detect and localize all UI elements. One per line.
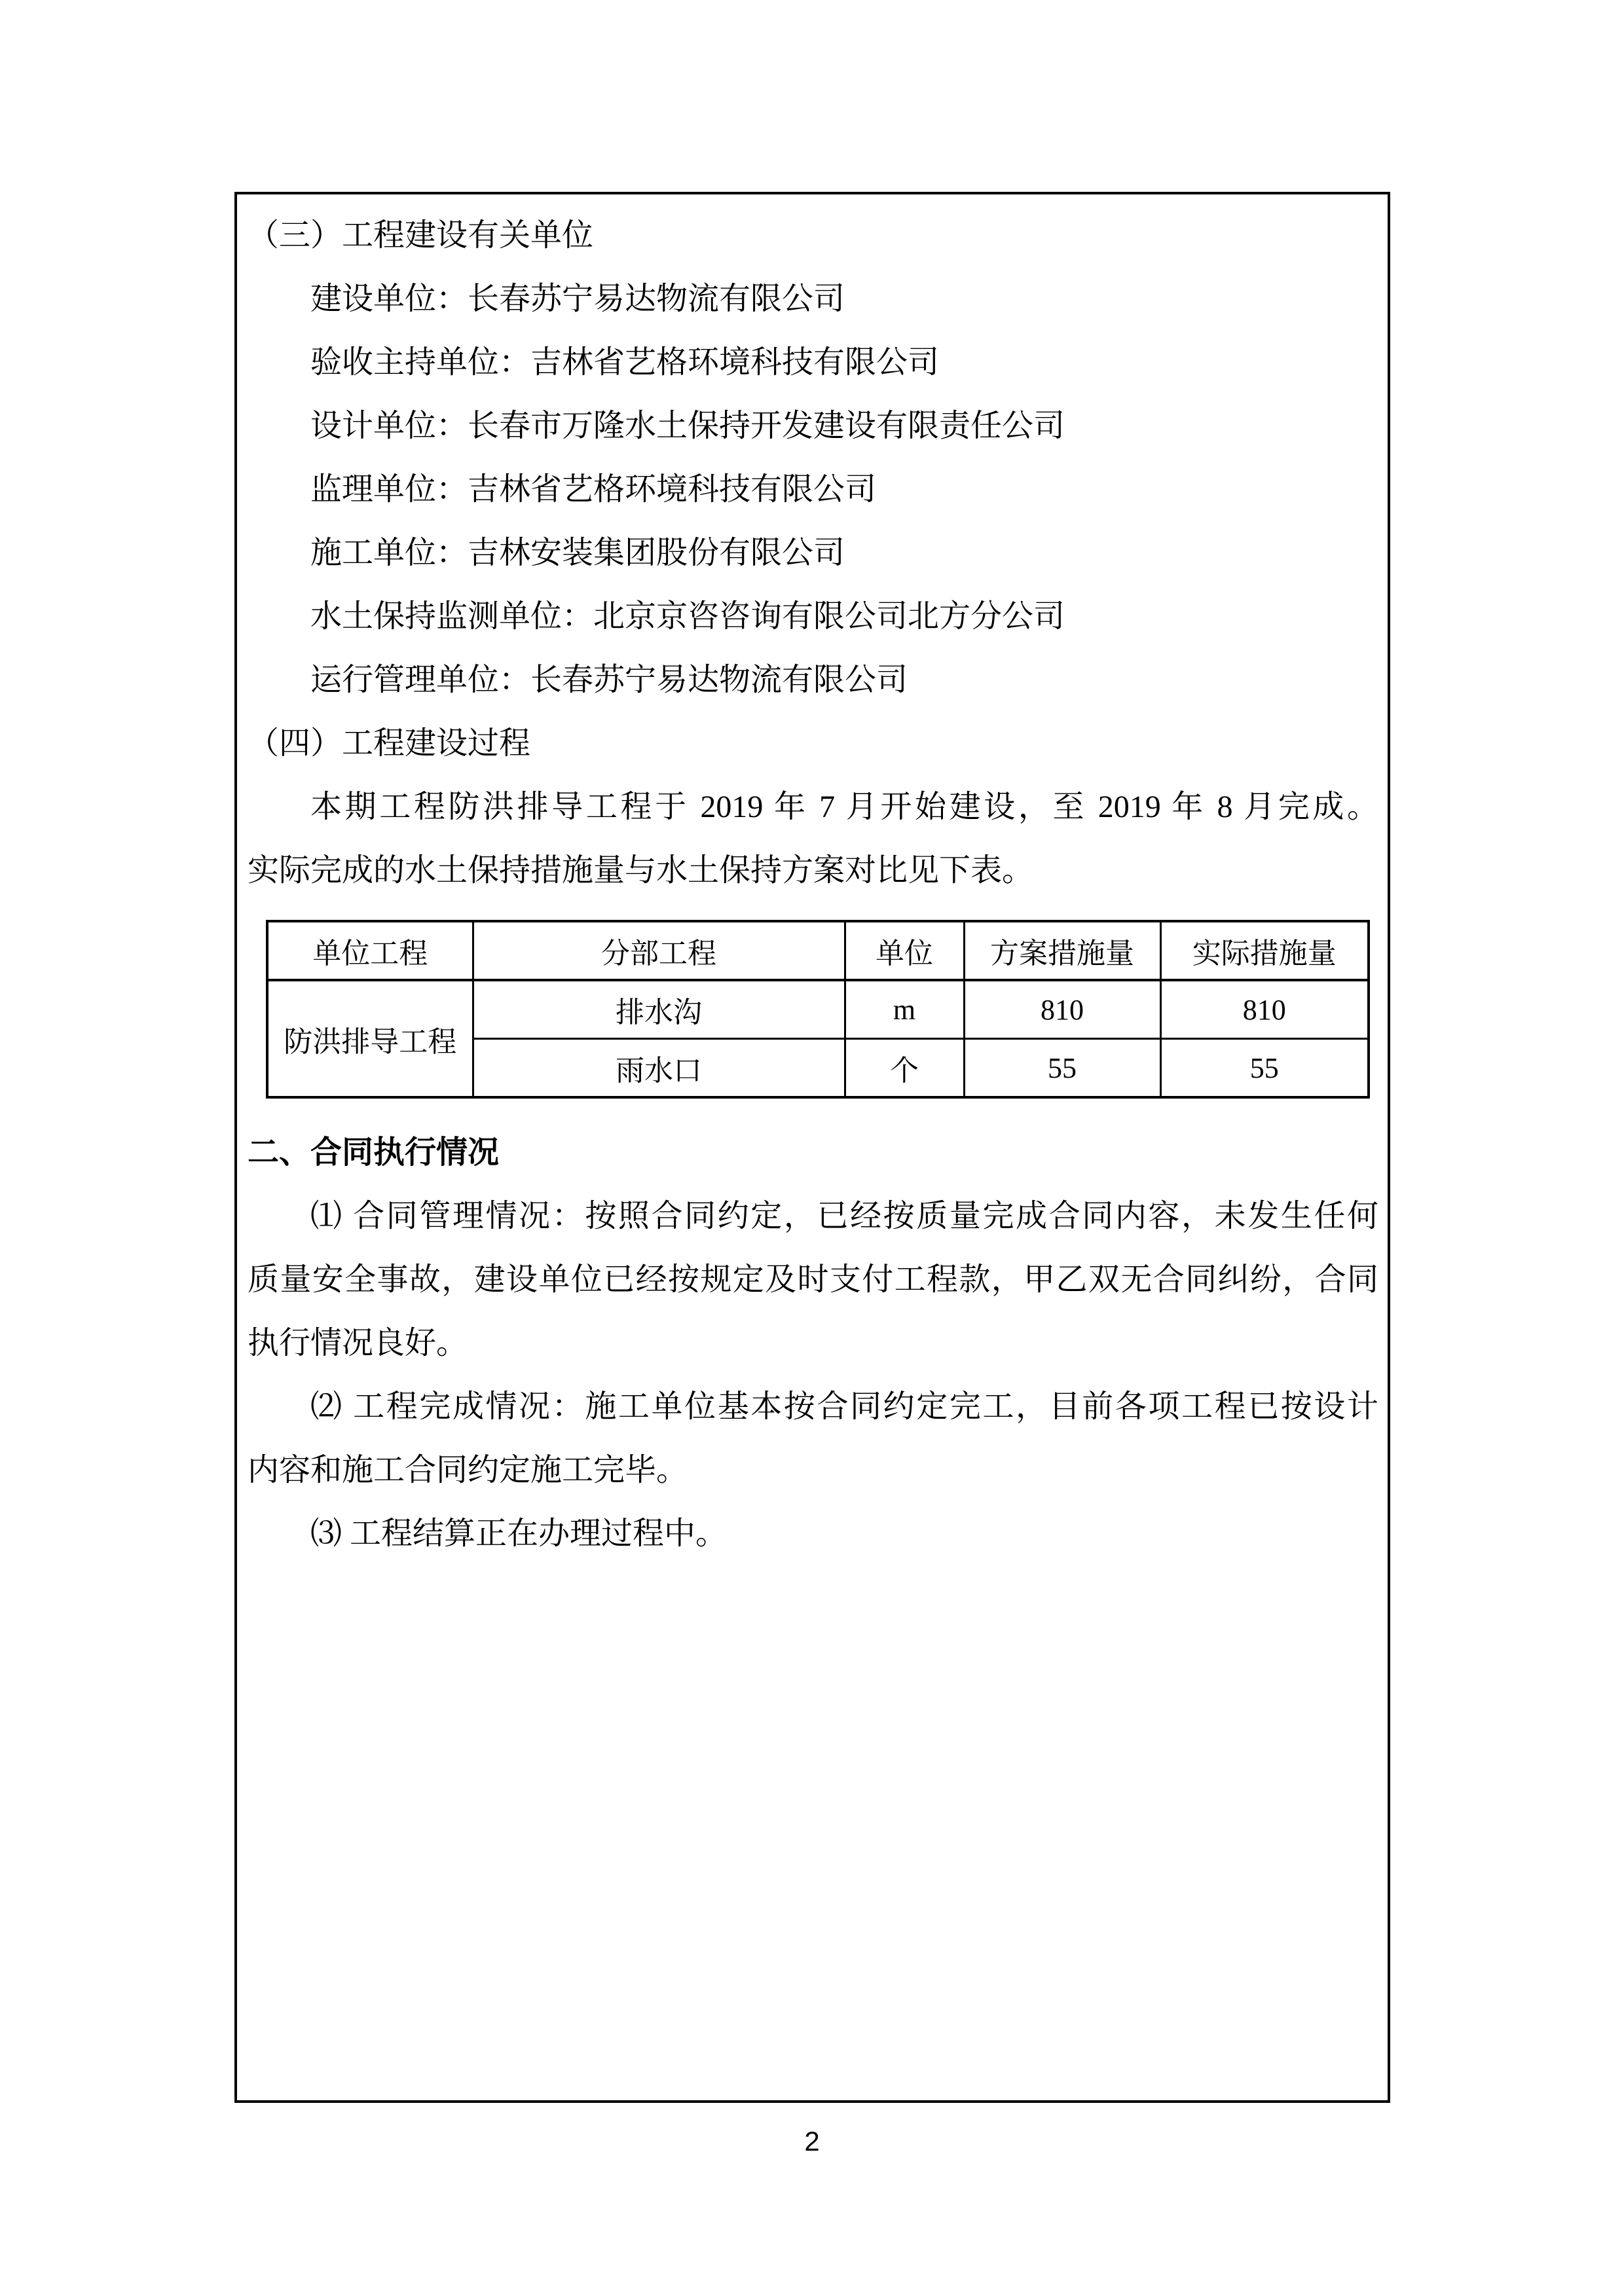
- header-cell-unit: 单位: [845, 921, 964, 980]
- paragraph1-line-2: 质量安全事故，建设单位已经按规定及时支付工程款，甲乙双无合同纠纷，合同: [248, 1262, 1378, 1297]
- measures-comparison-table: [266, 920, 1370, 1099]
- section-heading-4: （四）工程建设过程: [248, 726, 531, 761]
- paragraph1-line-1: ⑴ 合同管理情况：按照合同约定，已经按质量完成合同内容，未发生任何: [310, 1199, 1378, 1233]
- table-header-row: [267, 921, 1369, 980]
- document-cell-border: [234, 192, 1390, 2103]
- unit-line-contractor: 施工单位：吉林安装集团股份有限公司: [310, 536, 845, 570]
- section4-paragraph-line-1: 本期工程防洪排导工程于 2019 年 7 月开始建设，至 2019 年 8 月完成。: [310, 790, 1378, 824]
- table-row: [267, 980, 1369, 1039]
- cell-sub-project: 排水沟: [473, 980, 845, 1039]
- paragraph2-line-2: 内容和施工合同约定施工完毕。: [248, 1453, 688, 1487]
- page-number: 2: [804, 2126, 820, 2157]
- document-content: [237, 194, 1388, 2100]
- spacer: [248, 1099, 1378, 1121]
- unit-line-monitoring: 水土保持监测单位：北京京咨咨询有限公司北方分公司: [310, 599, 1065, 634]
- header-cell-unit-project: 单位工程: [267, 921, 473, 980]
- cell-actual: 55: [1160, 1039, 1369, 1098]
- cell-actual: 810: [1160, 980, 1369, 1039]
- cell-unit: m: [845, 980, 964, 1039]
- header-cell-actual: 实际措施量: [1160, 921, 1369, 980]
- paragraph2-line-1: ⑵ 工程完成情况：施工单位基本按合同约定完工，目前各项工程已按设计: [310, 1389, 1378, 1424]
- cell-planned: 55: [964, 1039, 1160, 1098]
- section-heading-2: 二、合同执行情况: [248, 1135, 500, 1170]
- cell-unit-project-merged: 防洪排导工程: [267, 980, 473, 1097]
- cell-sub-project: 雨水口: [473, 1039, 845, 1098]
- paragraph1-line-3: 执行情况良好。: [248, 1326, 468, 1360]
- section-heading-3: （三）工程建设有关单位: [248, 218, 594, 253]
- unit-line-construction: 建设单位：长春苏宁易达物流有限公司: [310, 282, 845, 316]
- paragraph3-line-1: ⑶ 工程结算正在办理过程中。: [310, 1516, 728, 1551]
- cell-planned: 810: [964, 980, 1160, 1039]
- unit-line-design: 设计单位：长春市万隆水土保持开发建设有限责任公司: [310, 409, 1065, 443]
- cell-unit: 个: [845, 1039, 964, 1098]
- unit-line-supervision: 监理单位：吉林省艺格环境科技有限公司: [310, 472, 877, 507]
- header-cell-planned: 方案措施量: [964, 921, 1160, 980]
- unit-line-acceptance-host: 验收主持单位：吉林省艺格环境科技有限公司: [310, 345, 940, 380]
- header-cell-sub-project: 分部工程: [473, 921, 845, 980]
- unit-line-operation: 运行管理单位：长春苏宁易达物流有限公司: [310, 663, 908, 697]
- section4-paragraph-line-2: 实际完成的水土保持措施量与水土保持方案对比见下表。: [248, 853, 1034, 888]
